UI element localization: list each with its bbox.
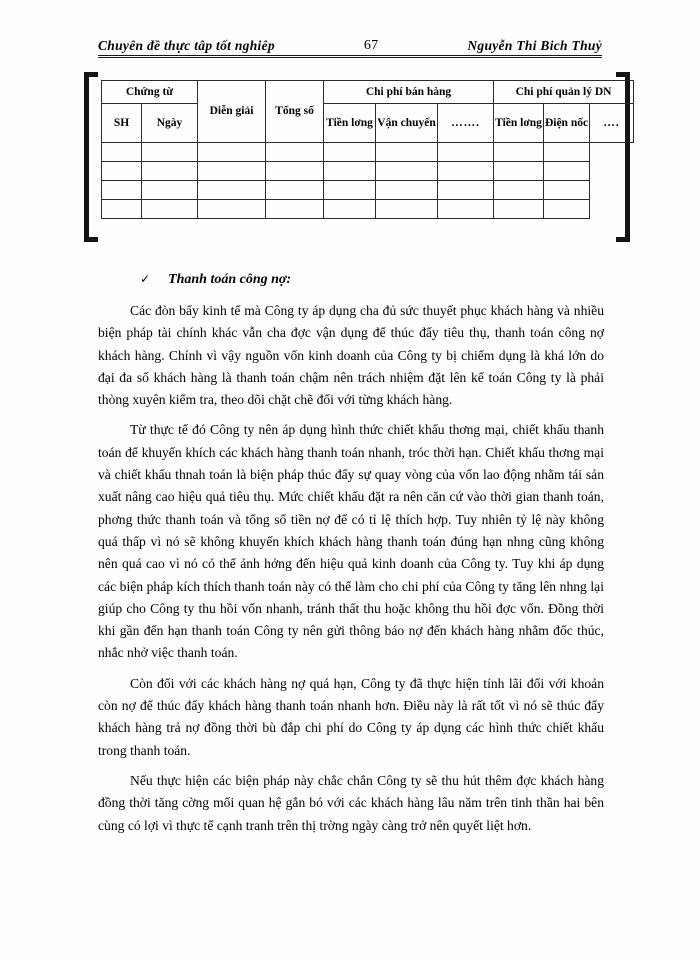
table-cell — [438, 162, 494, 181]
th-dots-ban-hang: ……. — [438, 104, 494, 143]
th-tien-luong-quan-ly: Tiền lơng — [494, 104, 544, 143]
expense-ledger-table — [101, 80, 634, 219]
th-ngay: Ngày — [142, 104, 198, 143]
table-cell — [324, 143, 376, 162]
table-cell — [544, 200, 590, 219]
table-cell — [266, 143, 324, 162]
table-cell — [438, 181, 494, 200]
table-row — [102, 162, 634, 181]
th-dien-giai: Diễn giải — [198, 81, 266, 143]
paragraph: Còn đối với các khách hàng nợ quá hạn, Công ty đã thực hiện tính lãi đối với khoản còn nợ để thúc đẩy khách hàng thanh toán nhanh hơn. Điều này là rất tốt vì nó sẽ thúc đẩy khách hàng trả nợ đồng thời bù đắp chi phí do Công ty áp dụng các hình thức chiết khấu trong thanh toán. — [98, 675, 604, 758]
table-cell — [142, 200, 198, 219]
table-cell — [438, 143, 494, 162]
checkmark-icon: ✓ — [140, 272, 151, 286]
th-chi-phi-quan-ly-dn: Chi phí quản lý DN — [494, 81, 634, 104]
table-cell — [544, 181, 590, 200]
page-number: 67 — [363, 38, 379, 53]
table-row — [102, 181, 634, 200]
table-cell — [494, 200, 544, 219]
table-cell — [198, 162, 266, 181]
table-frame — [84, 72, 630, 242]
table-cell — [324, 162, 376, 181]
table-cell — [142, 181, 198, 200]
table-cell — [376, 181, 438, 200]
table-header — [102, 81, 634, 143]
table-cell — [142, 143, 198, 162]
paragraph: Các đòn bẩy kinh tế mà Công ty áp dụng cha đủ sức thuyết phục khách hàng và nhiều biện pháp tài chính khác vẫn cha đợc vận dụng để thúc đẩy tiêu thụ, thanh toán công nợ khách hàng. Chính vì vậy nguồn vốn kinh doanh của Công ty bị chiếm dụng là khá lớn do đại đa số khách hàng là thanh toán chậm nên trách nhiệm đặt lên kế toán Công ty là phải thòng xuyên kiểm tra, theo dõi chặt chẽ đối với từng khách hàng. — [98, 303, 604, 408]
table-cell — [376, 162, 438, 181]
header-thesis-title: Chuyên đề thực tâp tốt nghiêp — [98, 38, 275, 53]
table-cell — [324, 181, 376, 200]
table-cell — [142, 162, 198, 181]
table-header-row-group — [102, 81, 634, 104]
table-header-row-sub — [102, 104, 634, 143]
th-sh: SH — [102, 104, 142, 143]
body-text — [98, 300, 604, 837]
th-chi-phi-ban-hang: Chi phí bán hàng — [324, 81, 494, 104]
section-heading — [140, 272, 291, 288]
table-body — [102, 143, 634, 219]
th-dots-quan-ly: …. — [590, 104, 634, 143]
table-cell — [376, 143, 438, 162]
table-cell — [198, 181, 266, 200]
table-cell — [266, 200, 324, 219]
table-row — [102, 200, 634, 219]
th-tong-so: Tổng số — [266, 81, 324, 143]
table-cell — [266, 162, 324, 181]
paragraph: Từ thực tế đó Công ty nên áp dụng hình thức chiết khấu thơng mại, chiết khấu thanh toán để khuyến khích các khách hàng thanh toán nhanh, tróc thời hạn. Chiết khấu thơng mại và chiết khấu thnah toán là biện pháp thúc đẩy sự quay vòng của vốn lao động nhằm tái sản xuất nâng cao hiệu quả tiêu thụ. Mức chiết khấu đặt ra nên căn cứ vào thời gian thanh toán, phơng thức thanh toán và tổng số tiền nợ để có tỉ lệ thích hợp. Tuy nhiên tỷ lệ này không quá thấp vì nó sẽ không khuyến khích khách hàng thanh toán đúng hạn nhng cũng không nên quá cao vì nó có thể ảnh hởng đến hiệu quả kinh doanh của Công ty. Tuy khi áp dụng các biện pháp kích thích thanh toán này có thể làm cho chi phí của Công ty tăng lên nhng lại giúp cho Công ty thu hồi vốn nhanh, tránh thất thu hoặc không thu hồi đợc vốn. Đồng thời khi gần đến hạn thanh toán Công ty nên gửi thông báo nợ đến khách hàng nhằm đốc thúc, nhắc nhở việc thanh toán. — [98, 422, 604, 661]
table-cell — [102, 143, 142, 162]
header-divider-rule — [98, 55, 602, 58]
paragraph: Nếu thực hiện các biện pháp này chắc chắn Công ty sẽ thu hút thêm đợc khách hàng đồng thời tăng cờng mối quan hệ gắn bó với các khách hàng lâu năm trên tinh thần hai bên cùng có lợi vì thực tế cạnh tranh trên thị trờng ngày càng trở nên quyết liệt hơn. — [98, 772, 604, 833]
running-header — [98, 30, 602, 54]
table-cell — [102, 200, 142, 219]
table-cell — [324, 200, 376, 219]
th-chung-tu: Chứng từ — [102, 81, 198, 104]
table-cell — [198, 200, 266, 219]
table-cell — [494, 143, 544, 162]
th-tien-luong-ban-hang: Tiền lơng — [324, 104, 376, 143]
th-dien-nuoc: Điện nốc — [544, 104, 590, 143]
table-cell — [376, 200, 438, 219]
header-author-name: Nguyễn Thi Bich Thuỷ — [467, 38, 602, 53]
table-cell — [102, 181, 142, 200]
table-cell — [438, 200, 494, 219]
table-cell — [544, 143, 590, 162]
table-cell — [102, 162, 142, 181]
table-row — [102, 143, 634, 162]
table-cell — [494, 162, 544, 181]
table-cell — [494, 181, 544, 200]
table-cell — [266, 181, 324, 200]
section-heading-label: Thanh toán công nợ: — [168, 272, 292, 287]
table-cell — [544, 162, 590, 181]
th-van-chuyen: Vận chuyển — [376, 104, 438, 143]
frame-bracket-left — [84, 72, 98, 242]
table-cell — [198, 143, 266, 162]
